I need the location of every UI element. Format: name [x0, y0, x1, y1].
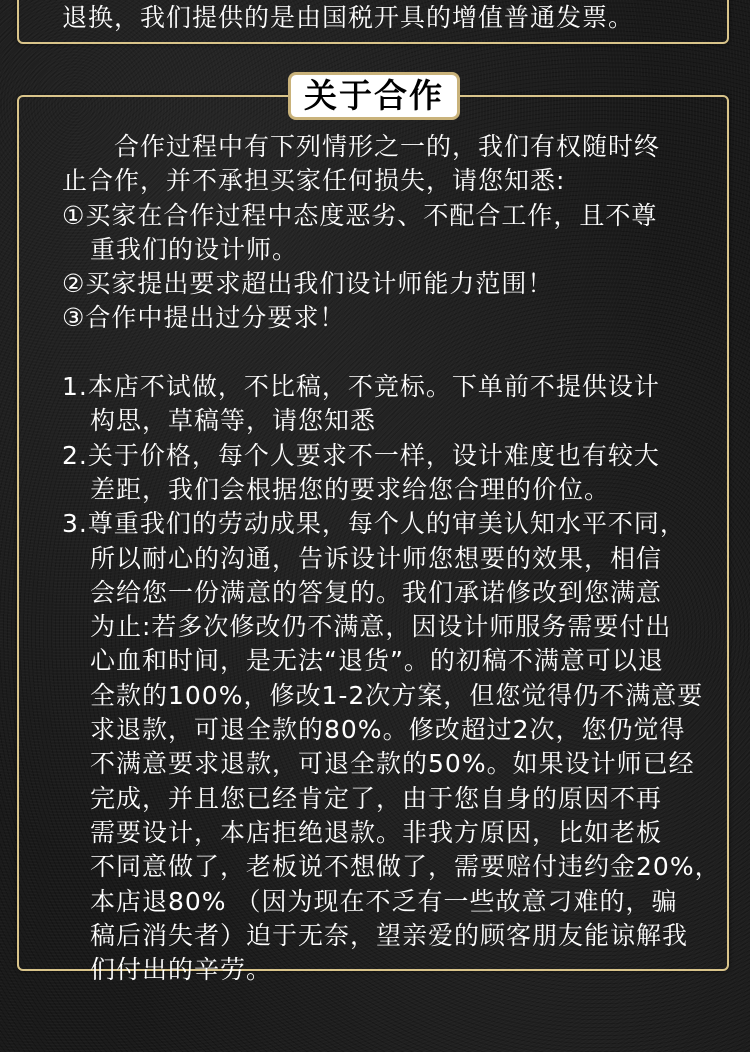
intro-line: 止合作，并不承担买家任何损失，请您知悉:: [62, 166, 566, 196]
rule-item-continuation: 构思，草稿等，请您知悉: [90, 406, 377, 436]
rule-item-continuation: 完成，并且您已经肯定了，由于您自身的原因不再: [90, 783, 663, 813]
rule-item-continuation: 需要设计，本店拒绝退款。非我方原因，比如老板: [90, 817, 663, 847]
rule-item-continuation: 不同意做了，老板说不想做了，需要赔付违约金20%，: [90, 852, 721, 882]
condition-item-continuation: 重我们的设计师。: [90, 234, 299, 264]
rule-item: 3.尊重我们的劳动成果，每个人的审美认知水平不同，: [62, 509, 686, 539]
rule-item-continuation: 会给您一份满意的答复的。我们承诺修改到您满意: [90, 577, 663, 607]
condition-item: ①买家在合作过程中态度恶劣、不配合工作，且不尊: [62, 200, 658, 230]
rule-item-continuation: 本店退80% （因为现在不乏有一些故意刁难的，骗: [90, 886, 678, 916]
rule-item-continuation: 全款的100%，修改1-2次方案，但您觉得仍不满意要: [90, 680, 704, 710]
condition-item: ②买家提出要求超出我们设计师能力范围！: [62, 269, 554, 299]
condition-item: ③合作中提出过分要求！: [62, 303, 346, 333]
rule-item-continuation: 们付出的辛劳。: [90, 955, 273, 985]
rule-item-continuation: 求退款，可退全款的80%。修改超过2次，您仍觉得: [90, 715, 686, 745]
rule-item-continuation: 心血和时间，是无法“退货”。的初稿不满意可以退: [90, 646, 664, 676]
rule-item-continuation: 所以耐心的沟通，告诉设计师您想要的效果，相信: [90, 543, 663, 573]
section-content: [62, 130, 721, 987]
top-notice-text: 退换，我们提供的是由国税开具的增值普通发票。: [62, 3, 635, 32]
rule-item-continuation: 不满意要求退款，可退全款的50%。如果设计师已经: [90, 749, 695, 779]
intro-line: 合作过程中有下列情形之一的，我们有权随时终: [114, 132, 661, 161]
rule-item: 1.本店不试做，不比稿，不竞标。下单前不提供设计: [62, 372, 660, 402]
rule-item-continuation: 稿后消失者）迫于无奈，望亲爱的顾客朋友能谅解我: [90, 920, 689, 950]
rule-item-continuation: 差距，我们会根据您的要求给您合理的价位。: [90, 474, 611, 504]
rule-item: 2.关于价格，每个人要求不一样，设计难度也有较大: [62, 440, 660, 470]
spacer: [62, 336, 702, 370]
section-title: 关于合作: [288, 72, 460, 120]
rule-item-continuation: 为止:若多次修改仍不满意，因设计师服务需要付出: [90, 612, 672, 642]
